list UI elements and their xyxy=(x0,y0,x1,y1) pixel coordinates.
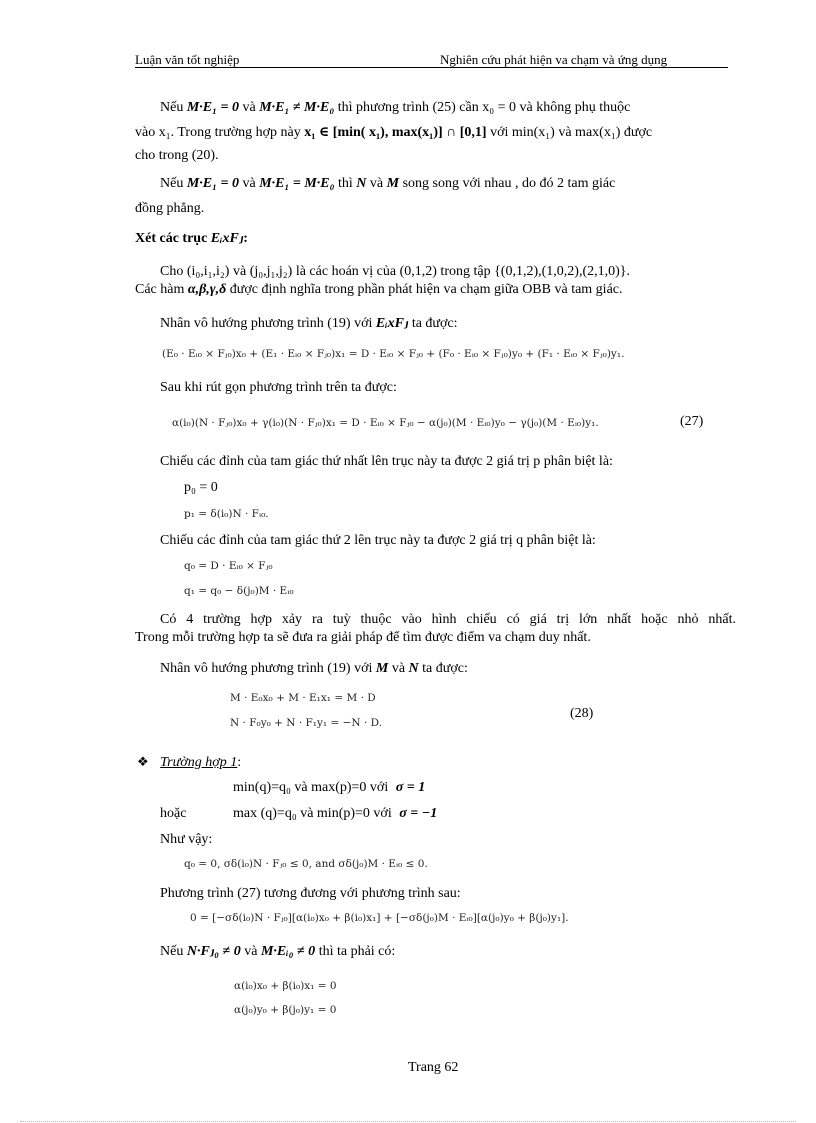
case-1-condition-1: min(q)=q₀ và max(p)=0 với σ = 1 xyxy=(233,780,426,795)
axes-heading: Xét các trục EᵢxFⱼ: xyxy=(135,231,248,246)
equation-p0: p₀ = 0 xyxy=(184,480,218,495)
equation-27: α(i₀)(N · Fⱼ₀)x₀ + γ(i₀)(N · Fⱼ₀)x₁ = D · Eᵢ₀ × Fⱼ₀ − α(j₀)(M · Eᵢ₀)y₀ − γ(j₀)(M · Eᵢ₀)y₁. xyxy=(172,417,599,429)
header-rule xyxy=(135,67,728,68)
math-interval: x₁ ∈ [min( x₁), max(x₁)] ∩ [0,1] xyxy=(304,125,487,140)
equation-28-line-1: M · E₀x₀ + M · E₁x₁ = M · D xyxy=(230,692,376,704)
header-left: Luận văn tốt nghiệp xyxy=(135,52,240,67)
equation-28-number: (28) xyxy=(570,706,594,721)
equation-final-1: α(i₀)x₀ + β(i₀)x₁ = 0 xyxy=(234,980,337,992)
para-1-line-3: cho trong (20). xyxy=(135,148,219,163)
equation-equivalent: 0 = [−σδ(i₀)N · Fⱼ₀][α(i₀)x₀ + β(i₀)x₁] + [−σδ(j₀)M · Eᵢ₀][α(j₀)y₀ + β(j₀)y₁]. xyxy=(190,912,569,924)
header-right: Nghiên cứu phát hiện va chạm và ứng dụng xyxy=(440,52,668,67)
case-1-heading: ❖ Trường hợp 1: xyxy=(137,754,242,770)
diamond-bullet-icon: ❖ xyxy=(137,754,149,769)
para-4: Nhân vô hướng phương trình (19) với EᵢxFⱼ ta được: xyxy=(160,316,458,331)
math-m-e1: M·E₁ = 0 xyxy=(186,100,239,115)
equation-q1: q₁ = q₀ − δ(j₀)M · Eᵢ₀ xyxy=(184,585,294,597)
equation-conditions: q₀ = 0, σδ(i₀)N · Fⱼ₀ ≤ 0, and σδ(j₀)M · Eᵢ₀ ≤ 0. xyxy=(184,858,428,870)
para-8-line-1: Có 4 trường hợp xảy ra tuỳ thuộc vào hình chiếu có giá trị lớn nhất hoặc nhỏ nhất. xyxy=(160,612,736,627)
para-12: Nếu N·Fⱼ₀ ≠ 0 và M·Eᵢ₀ ≠ 0 thì ta phải có: xyxy=(160,944,396,959)
page-number: Trang 62 xyxy=(408,1060,459,1075)
para-7: Chiếu các đỉnh của tam giác thứ 2 lên trục này ta được 2 giá trị q phân biệt là: xyxy=(160,533,596,548)
para-9: Nhân vô hướng phương trình (19) với M và N ta được: xyxy=(160,661,468,676)
equation-expanded: (E₀ · Eᵢ₀ × Fⱼ₀)x₀ + (E₁ · Eᵢ₀ × Fⱼ₀)x₁ = D · Eᵢ₀ × Fⱼ₀ + (F₀ · Eᵢ₀ × Fⱼ₀)y₀ + (F₁ · Eᵢ₀ × Fⱼ₀)y₁. xyxy=(162,348,625,360)
para-8-line-2: Trong mỗi trường hợp ta sẽ đưa ra giải pháp để tìm được điểm va chạm duy nhất. xyxy=(135,630,591,645)
equation-p1: p₁ = δ(i₀)N · Fᵢ₀. xyxy=(184,508,269,520)
math-m-e1-neq: M·E₁ ≠ M·E₀ xyxy=(259,100,335,115)
para-5: Sau khi rút gọn phương trình trên ta được: xyxy=(160,380,397,395)
case-1-condition-2: max (q)=q₀ và min(p)=0 với σ = −1 xyxy=(233,806,438,821)
para-2-line-2: đồng phẳng. xyxy=(135,201,205,216)
equation-final-2: α(j₀)y₀ + β(j₀)y₁ = 0 xyxy=(234,1004,337,1016)
para-1-line-2: vào x₁. Trong trường hợp này x₁ ∈ [min( x₁), max(x₁)] ∩ [0,1] với min(x₁) và max(x₁) được xyxy=(135,125,653,140)
para-3-line-1: Cho (i₀,i₁,i₂) và (j₀,j₁,j₂) là các hoán vị của (0,1,2) trong tập {(0,1,2),(1,0,2),(2,1,0)}. xyxy=(160,264,630,279)
para-3-line-2: Các hàm α,β,γ,δ được định nghĩa trong phần phát hiện va chạm giữa OBB và tam giác. xyxy=(135,282,623,297)
bottom-divider xyxy=(20,1121,796,1122)
equation-q0: q₀ = D · Eᵢ₀ × Fⱼ₀ xyxy=(184,560,273,572)
para-1-line-1: Nếu M·E₁ = 0 và M·E₁ ≠ M·E₀ thì phương trình (25) cần x₀ = 0 và không phụ thuộc xyxy=(160,100,631,115)
case-1-or: hoặc xyxy=(160,806,187,821)
equation-27-number: (27) xyxy=(680,414,704,429)
para-6: Chiếu các đỉnh của tam giác thứ nhất lên trục này ta được 2 giá trị p phân biệt là: xyxy=(160,454,613,469)
equation-28-line-2: N · F₀y₀ + N · F₁y₁ = −N · D. xyxy=(230,717,382,729)
para-2-line-1: Nếu M·E₁ = 0 và M·E₁ = M·E₀ thì N và M song song với nhau , do đó 2 tam giác xyxy=(160,176,616,191)
para-10: Như vậy: xyxy=(160,832,213,847)
para-11: Phương trình (27) tương đương với phương trình sau: xyxy=(160,886,461,901)
